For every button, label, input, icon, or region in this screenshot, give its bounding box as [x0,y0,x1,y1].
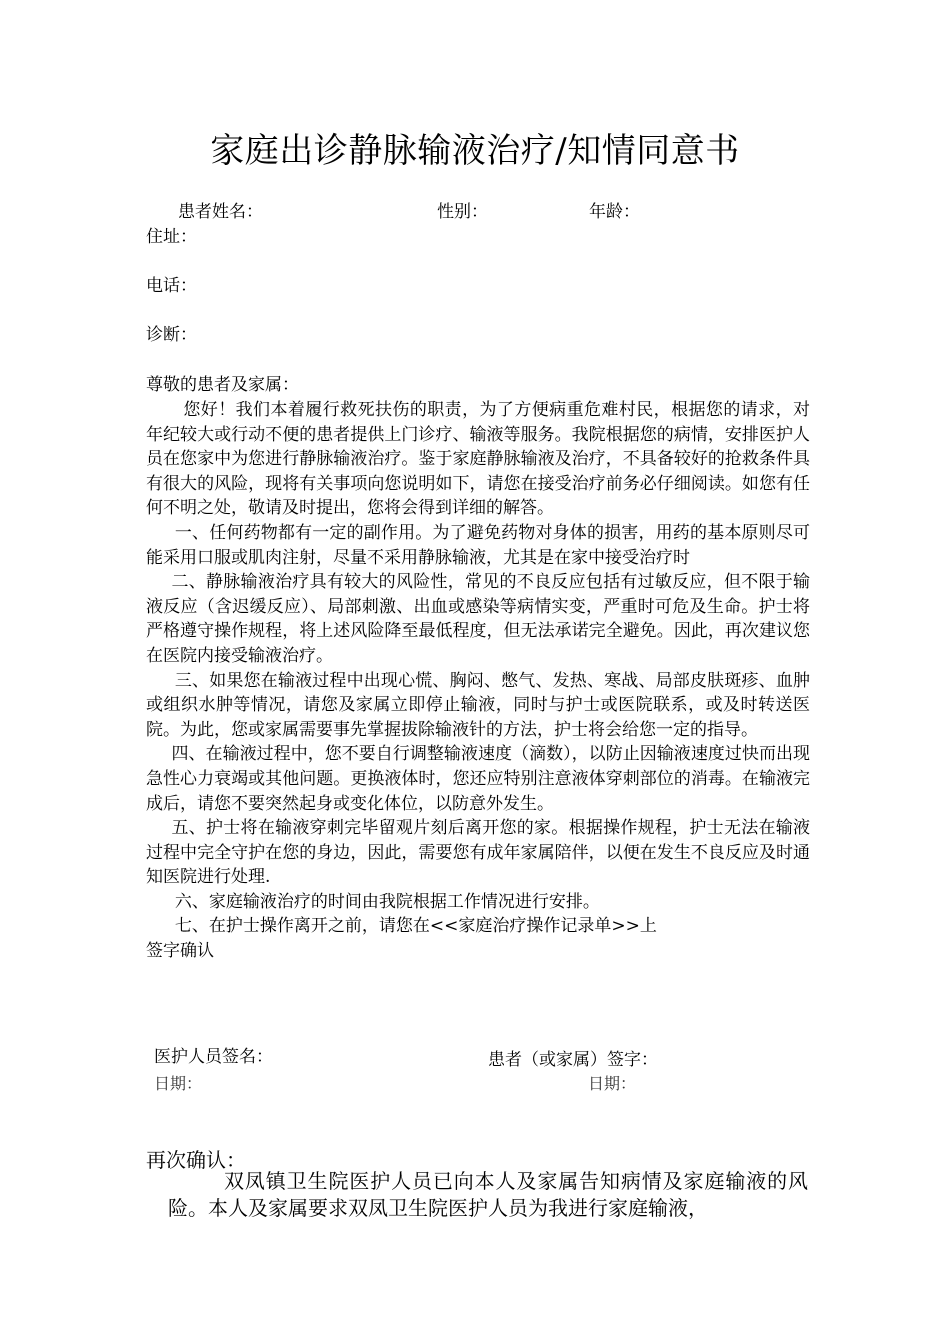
item-4: 四、在输液过程中，您不要自行调整输液速度（滴数），以防止因输液速度过快而出现急性心力衰竭或其他问题。更换液体时，您还应特别注意液体穿刺部位的消毒。在输液完成后，请您不要突然起身或变化体位，以防意外发生。 [146,744,810,814]
item-6: 六、家庭输液治疗的时间由我院根据工作情况进行安排。 [174,891,600,912]
staff-signature-label: 医护人员签名： [154,1047,273,1067]
reconfirm-heading: 再次确认： [146,1148,246,1172]
address-label: 住址： [146,227,197,247]
reconfirm-paragraph: 双凤镇卫生院医护人员已向本人及家属告知病情及家庭输液的风险。本人及家属要求双凤卫生院医护人员为我进行家庭输液， [168,1169,808,1220]
item-7: 七、在护士操作离开之前，请您在<<家庭治疗操作记录单>>上 [174,916,657,937]
item-3: 三、如果您在输液过程中出现心慌、胸闷、憋气、发热、寒战、局部皮肤斑疹、血肿或组织水肿等情况，请您及家属立即停止输液，同时与护士或医院联系，或及时转送医院。为此，您或家属需要事先掌握拔除输液针的方法，护士将会给您一定的指导。 [146,670,810,740]
patient-signature-label: 患者（或家属）签字： [488,1050,658,1070]
reconfirm-body [168,1168,808,1222]
patient-name-label: 患者姓名： [178,202,263,222]
age-label: 年龄： [589,202,640,222]
phone-label: 电话： [146,276,197,296]
salutation: 尊敬的患者及家属： [146,375,299,395]
consent-body [146,398,810,964]
item-2: 二、静脉输液治疗具有较大的风险性，常见的不良反应包括有过敏反应，但不限于输液反应（含迟缓反应）、局部刺激、出血或感染等病情实变，严重时可危及生命。护士将严格遵守操作规程，将上述风险降至最低程度，但无法承诺完全避免。因此，再次建议您在医院内接受输液治疗。 [146,572,810,666]
document-title: 家庭出诊静脉输液治疗/知情同意书 [210,131,740,171]
item-5: 五、护士将在输液穿刺完毕留观片刻后离开您的家。根据操作规程，护士无法在输液过程中完全守护在您的身边，因此，需要您有成年家属陪伴，以便在发生不良反应及时通知医院进行处理. [146,818,810,888]
sign-confirm: 签字确认 [146,941,214,962]
item-1: 一、任何药物都有一定的副作用。为了避免药物对身体的损害，用药的基本原则尽可能采用口服或肌肉注射，尽量不采用静脉输液，尤其是在家中接受治疗时 [146,522,810,568]
intro-paragraph: 您好！我们本着履行救死扶伤的职责，为了方便病重危难村民，根据您的请求，对年纪较大或行动不便的患者提供上门诊疗、输液等服务。我院根据您的病情，安排医护人员在您家中为您进行静脉输液治疗。鉴于家庭静脉输液及治疗，不具备较好的抢救条件具有很大的风险，现将有关事项向您说明如下，请您在接受治疗前务必仔细阅读。如您有任何不明之处，敬请及时提出，您将会得到详细的解答。 [146,400,810,519]
patient-date-label: 日期： [588,1074,637,1093]
staff-date-label: 日期： [154,1074,203,1093]
gender-label: 性别： [437,202,488,222]
diagnosis-label: 诊断： [146,325,197,345]
